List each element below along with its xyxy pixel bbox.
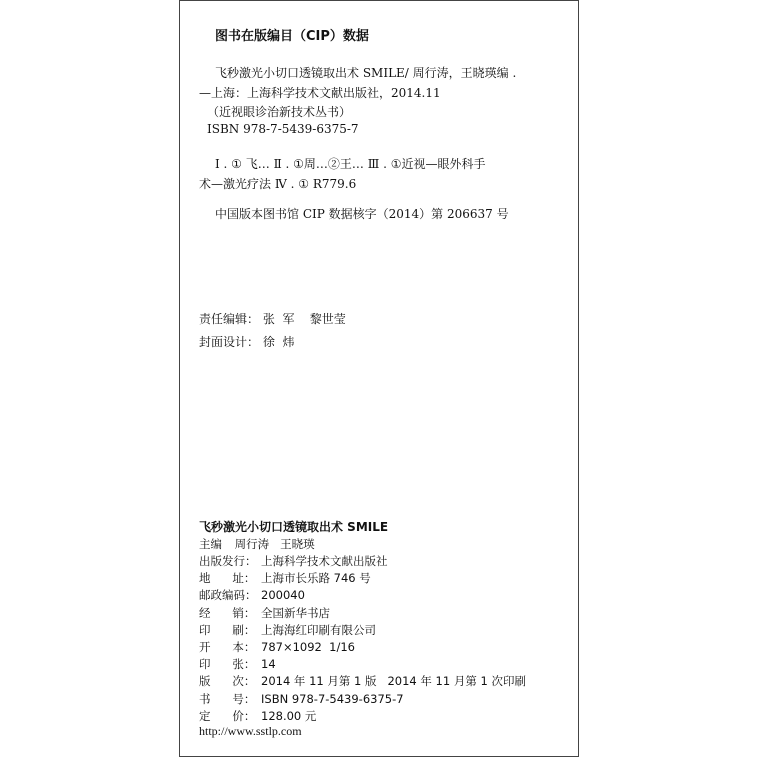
- colophon-row-value: ISBN 978-7-5439-6375-7: [261, 691, 404, 706]
- cip-line-title: 飞秒激光小切口透镜取出术 SMILE/ 周行涛，王晓瑛编 .: [215, 66, 517, 80]
- colophon-row-value: 上海市长乐路 746 号: [261, 571, 371, 586]
- colophon-row-label: 地 址：: [199, 571, 256, 586]
- colophon-row-label: 开 本：: [199, 640, 256, 654]
- responsible-editor: [199, 310, 346, 327]
- colophon-row: [199, 708, 316, 724]
- cip-heading: 图书在版编目（CIP）数据: [215, 29, 369, 44]
- cip-line-publisher: —上海：上海科学技术文献出版社，2014.11: [199, 86, 441, 100]
- publisher-url: http://www.sstlp.com: [199, 724, 302, 738]
- responsible-editor-label: 责任编辑：: [199, 312, 260, 326]
- cip-line-series: （近视眼诊治新技术丛书）: [207, 105, 352, 119]
- colophon-row-label: 出版发行：: [199, 554, 257, 568]
- colophon-row: [199, 673, 526, 689]
- colophon-row-label: 定 价：: [199, 708, 256, 723]
- cip-line-isbn: ISBN 978-7-5439-6375-7: [207, 122, 359, 136]
- colophon-row-label: 经 销：: [199, 605, 256, 620]
- main-editor-label: 主编: [199, 537, 222, 551]
- colophon-row: [199, 622, 376, 638]
- cover-designer-label: 封面设计：: [199, 335, 260, 349]
- colophon-row-value: 787×1092 1/16: [261, 640, 355, 654]
- cover-designer-value: 徐 炜: [262, 335, 295, 349]
- colophon-row-value: 上海海红印刷有限公司: [261, 622, 376, 637]
- frame-top-border: [179, 0, 579, 1]
- colophon-row: [199, 587, 305, 603]
- colophon-row: [199, 691, 404, 707]
- colophon-row-label: 版 次：: [199, 674, 256, 689]
- colophon-row: [199, 570, 371, 586]
- colophon-row-value: 128.00 元: [261, 708, 317, 723]
- colophon-row-label: 印 刷：: [199, 622, 256, 637]
- colophon-row: [199, 605, 330, 621]
- colophon-row-label: 邮政编码：: [199, 588, 257, 603]
- colophon-row-value: 上海科学技术文献出版社: [261, 554, 388, 568]
- colophon-row: [199, 639, 355, 655]
- colophon-title: 飞秒激光小切口透镜取出术 SMILE: [199, 520, 389, 534]
- cip-classification-1: Ⅰ . ① 飞… Ⅱ . ①周…②王… Ⅲ . ①近视—眼外科手: [215, 157, 486, 171]
- colophon-row-value: 14: [261, 657, 276, 672]
- colophon-main-editor: [199, 536, 315, 552]
- responsible-editor-value: 张 军 黎世莹: [262, 312, 346, 326]
- cover-designer: [199, 333, 294, 350]
- colophon-row-value: 2014 年 11 月第 1 版 2014 年 11 月第 1 次印刷: [261, 674, 526, 689]
- cip-record-number: 中国版本图书馆 CIP 数据核字（2014）第 206637 号: [215, 207, 509, 221]
- colophon-row: [199, 553, 388, 569]
- colophon-row-value: 200040: [261, 588, 305, 603]
- colophon-row-label: 印 张：: [199, 657, 256, 672]
- colophon-row: [199, 656, 276, 672]
- colophon-row-label: 书 号：: [199, 691, 256, 706]
- cip-classification-2: 术—激光疗法 Ⅳ . ① R779.6: [199, 177, 357, 191]
- main-editor-value: 周行涛 王晓瑛: [234, 537, 315, 551]
- colophon-row-value: 全国新华书店: [261, 605, 330, 620]
